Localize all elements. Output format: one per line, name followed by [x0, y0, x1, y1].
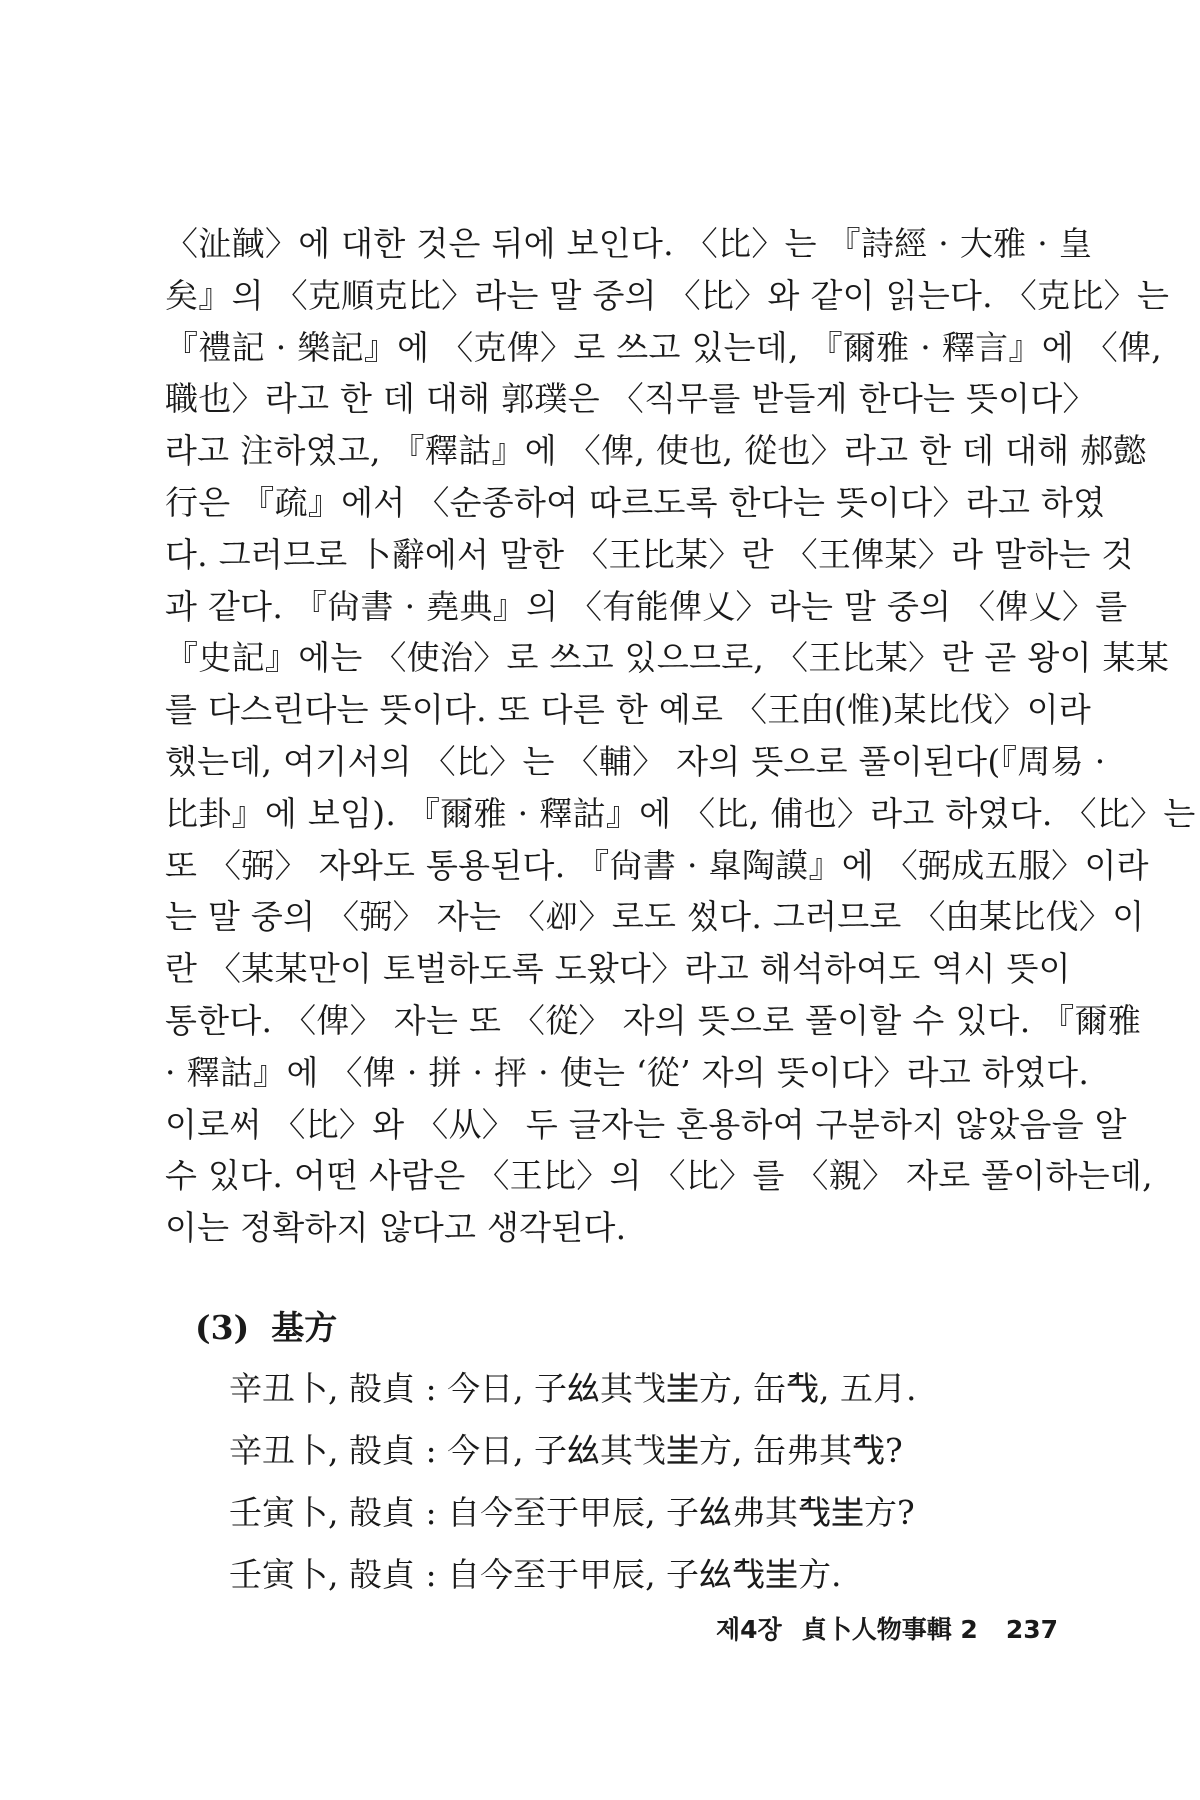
body-line: 이로써 〈比〉와 〈从〉 두 글자는 혼용하여 구분하지 않았음을 알: [165, 1104, 1127, 1144]
inscription-list: [195, 1358, 995, 1606]
inscription-line: 壬寅卜, 㱿貞 : 自今至于甲辰, 子𢆶弗其𢦔𡉚方?: [229, 1493, 915, 1532]
body-line: 했는데, 여기서의 〈比〉는 〈輔〉 자의 뜻으로 풀이된다(『周易 ·: [165, 741, 1106, 781]
body-line: 수 있다. 어떤 사람은 〈王比〉의 〈比〉를 〈親〉 자로 풀이하는데,: [165, 1156, 1153, 1196]
body-line: 行은 『疏』에서 〈순종하여 따르도록 한다는 뜻이다〉라고 하였: [165, 482, 1106, 522]
body-paragraph: [165, 218, 1196, 1254]
body-line: · 釋詁』에 〈俾 · 拼 · 抨 · 使는 ‘從’ 자의 뜻이다〉라고 하였다.: [165, 1052, 1090, 1092]
body-line: 〈沚馘〉에 대한 것은 뒤에 보인다. 〈比〉는 『詩經 · 大雅 · 皇: [165, 224, 1093, 263]
body-line: 는 말 중의 〈弼〉 자는 〈𠨘〉로도 썼다. 그러므로 〈甶某比伐〉이: [165, 897, 1145, 937]
section-base-fang: [195, 1300, 995, 1606]
section-title: 基方: [271, 1308, 338, 1347]
body-line: 職也〉라고 한 데 대해 郭璞은 〈직무를 받들게 한다는 뜻이다〉: [165, 379, 1096, 419]
body-line: 를 다스린다는 뜻이다. 또 다른 한 예로 〈王甶(惟)某比伐〉이라: [165, 690, 1092, 730]
inscription-line: 辛丑卜, 㱿貞 : 今日, 子𢆶其𢦏𡉚方, 缶𢦔, 五月.: [229, 1369, 917, 1408]
section-heading: [195, 1300, 995, 1356]
footer-chapter-title: 貞卜人物事輯 2: [801, 1615, 978, 1644]
body-line: 통한다. 〈俾〉 자는 또 〈從〉 자의 뜻으로 풀이할 수 있다. 『爾雅: [165, 1000, 1142, 1040]
body-line: 라고 注하였고, 『釋詁』에 〈俾, 使也, 從也〉라고 한 데 대해 郝懿: [165, 431, 1147, 471]
body-line: 과 같다. 『尙書 · 堯典』의 〈有能俾乂〉라는 말 중의 〈俾乂〉를: [165, 586, 1128, 626]
footer-chapter: 제4장: [716, 1615, 782, 1644]
inscription-line: 辛丑卜, 㱿貞 : 今日, 子𢆶其𢦏𡉚方, 缶弗其𢦔?: [229, 1431, 903, 1470]
body-line: 또 〈弼〉 자와도 통용된다. 『尙書 · 皐陶謨』에 〈弼成五服〉이라: [165, 845, 1149, 885]
body-line: 『禮記 · 樂記』에 〈克俾〉로 쓰고 있는데, 『爾雅 · 釋言』에 〈俾,: [165, 327, 1163, 367]
body-line: 比卦』에 보임). 『爾雅 · 釋詁』에 〈比, 俌也〉라고 하였다. 〈比〉는: [165, 793, 1196, 833]
inscription-line: 壬寅卜, 㱿貞 : 自今至于甲辰, 子𢆶𢦔𡉚方.: [229, 1555, 842, 1594]
body-line: 矣』의 〈克順克比〉라는 말 중의 〈比〉와 같이 읽는다. 〈克比〉는: [165, 275, 1170, 315]
body-line: 란 〈某某만이 토벌하도록 도왔다〉라고 해석하여도 역시 뜻이: [165, 949, 1071, 989]
body-line: 『史記』에는 〈使治〉로 쓰고 있으므로, 〈王比某〉란 곧 왕이 某某: [165, 638, 1170, 678]
page-footer: [716, 1610, 1058, 1646]
page-number: 237: [1005, 1615, 1058, 1644]
body-line: 이는 정확하지 않다고 생각된다.: [165, 1208, 627, 1248]
body-line: 다. 그러므로 卜辭에서 말한 〈王比某〉란 〈王俾某〉라 말하는 것: [165, 534, 1134, 574]
section-number: (3): [195, 1308, 250, 1347]
